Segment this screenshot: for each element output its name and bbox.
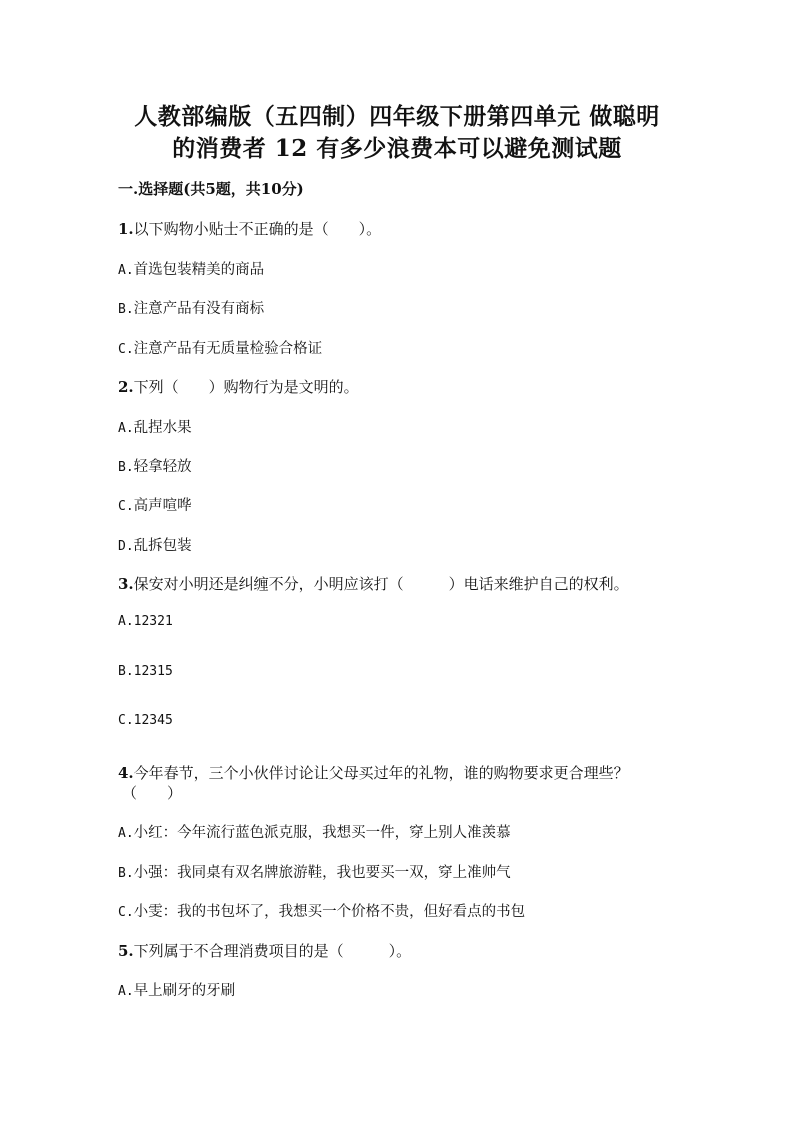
question-4 [118, 762, 629, 783]
question-2-option-c [118, 494, 192, 515]
question-number: 1. [118, 220, 134, 238]
question-1-option-b [118, 297, 264, 318]
question-4-option-b [118, 861, 511, 882]
option-text: 12345 [133, 713, 173, 728]
question-3 [118, 573, 629, 594]
option-letter: A. [118, 984, 134, 999]
option-letter: C. [118, 342, 134, 357]
option-letter: C. [118, 499, 134, 514]
option-text: 早上刷牙的牙刷 [133, 983, 236, 999]
option-text: 小强：我同桌有双名牌旅游鞋，我也要买一双，穿上准帅气 [133, 865, 511, 881]
option-text: 注意产品有无质量检验合格证 [133, 341, 323, 357]
option-text: 注意产品有没有商标 [133, 301, 265, 317]
option-letter: D. [118, 539, 134, 554]
question-number: 3. [118, 575, 134, 593]
question-2-option-a [118, 416, 192, 437]
question-1 [118, 218, 381, 239]
option-text: 12315 [133, 664, 173, 679]
option-text: 首选包装精美的商品 [133, 262, 265, 278]
option-text: 小红：今年流行蓝色派克服，我想买一件，穿上别人准羡慕 [133, 825, 511, 841]
question-text: 下列（ ）购物行为是文明的。 [133, 378, 359, 396]
option-letter: A. [118, 826, 134, 841]
question-number: 4. [118, 764, 134, 782]
question-2 [118, 376, 359, 397]
question-number: 5. [118, 942, 134, 960]
question-4-option-c [118, 900, 525, 921]
section-heading: 一.选择题(共5题，共10分) [118, 180, 304, 198]
option-letter: A. [118, 263, 134, 278]
option-text: 小雯：我的书包坏了，我想买一个价格不贵，但好看点的书包 [133, 904, 526, 920]
option-text: 乱拆包装 [133, 538, 192, 554]
option-letter: B. [118, 866, 134, 881]
option-text: 轻拿轻放 [133, 459, 192, 475]
option-letter: A. [118, 614, 134, 629]
question-5 [118, 940, 411, 961]
question-3-option-a [118, 613, 173, 629]
question-1-option-a [118, 258, 264, 279]
question-1-option-c [118, 337, 322, 358]
question-text: 下列属于不合理消费项目的是（ ）。 [133, 942, 412, 960]
option-text: 高声喧哗 [133, 498, 192, 514]
page-title-line-1: 人教部编版（五四制）四年级下册第四单元 做聪明 [134, 103, 660, 130]
option-text: 12321 [133, 614, 173, 629]
question-2-option-d [118, 534, 192, 555]
option-letter: C. [118, 905, 134, 920]
question-4-answer-blank: （ ） [122, 784, 183, 802]
question-text: 今年春节，三个小伙伴讨论让父母买过年的礼物，谁的购物要求更合理些？ [133, 764, 629, 782]
question-number: 2. [118, 378, 134, 396]
question-text: 以下购物小贴士不正确的是（ ）。 [133, 220, 382, 238]
question-3-option-c [118, 712, 173, 728]
option-text: 乱捏水果 [133, 420, 192, 436]
option-letter: B. [118, 302, 134, 317]
question-text: 保安对小明还是纠缠不分，小明应该打（ ）电话来维护自己的权利。 [133, 575, 629, 593]
question-4-option-a [118, 821, 511, 842]
question-5-option-a [118, 979, 235, 1000]
option-letter: B. [118, 460, 134, 475]
option-letter: C. [118, 713, 134, 728]
option-letter: A. [118, 421, 134, 436]
question-3-option-b [118, 663, 173, 679]
question-2-option-b [118, 455, 192, 476]
option-letter: B. [118, 664, 134, 679]
page-title-line-2: 的消费者 12 有多少浪费本可以避免测试题 [172, 135, 622, 162]
